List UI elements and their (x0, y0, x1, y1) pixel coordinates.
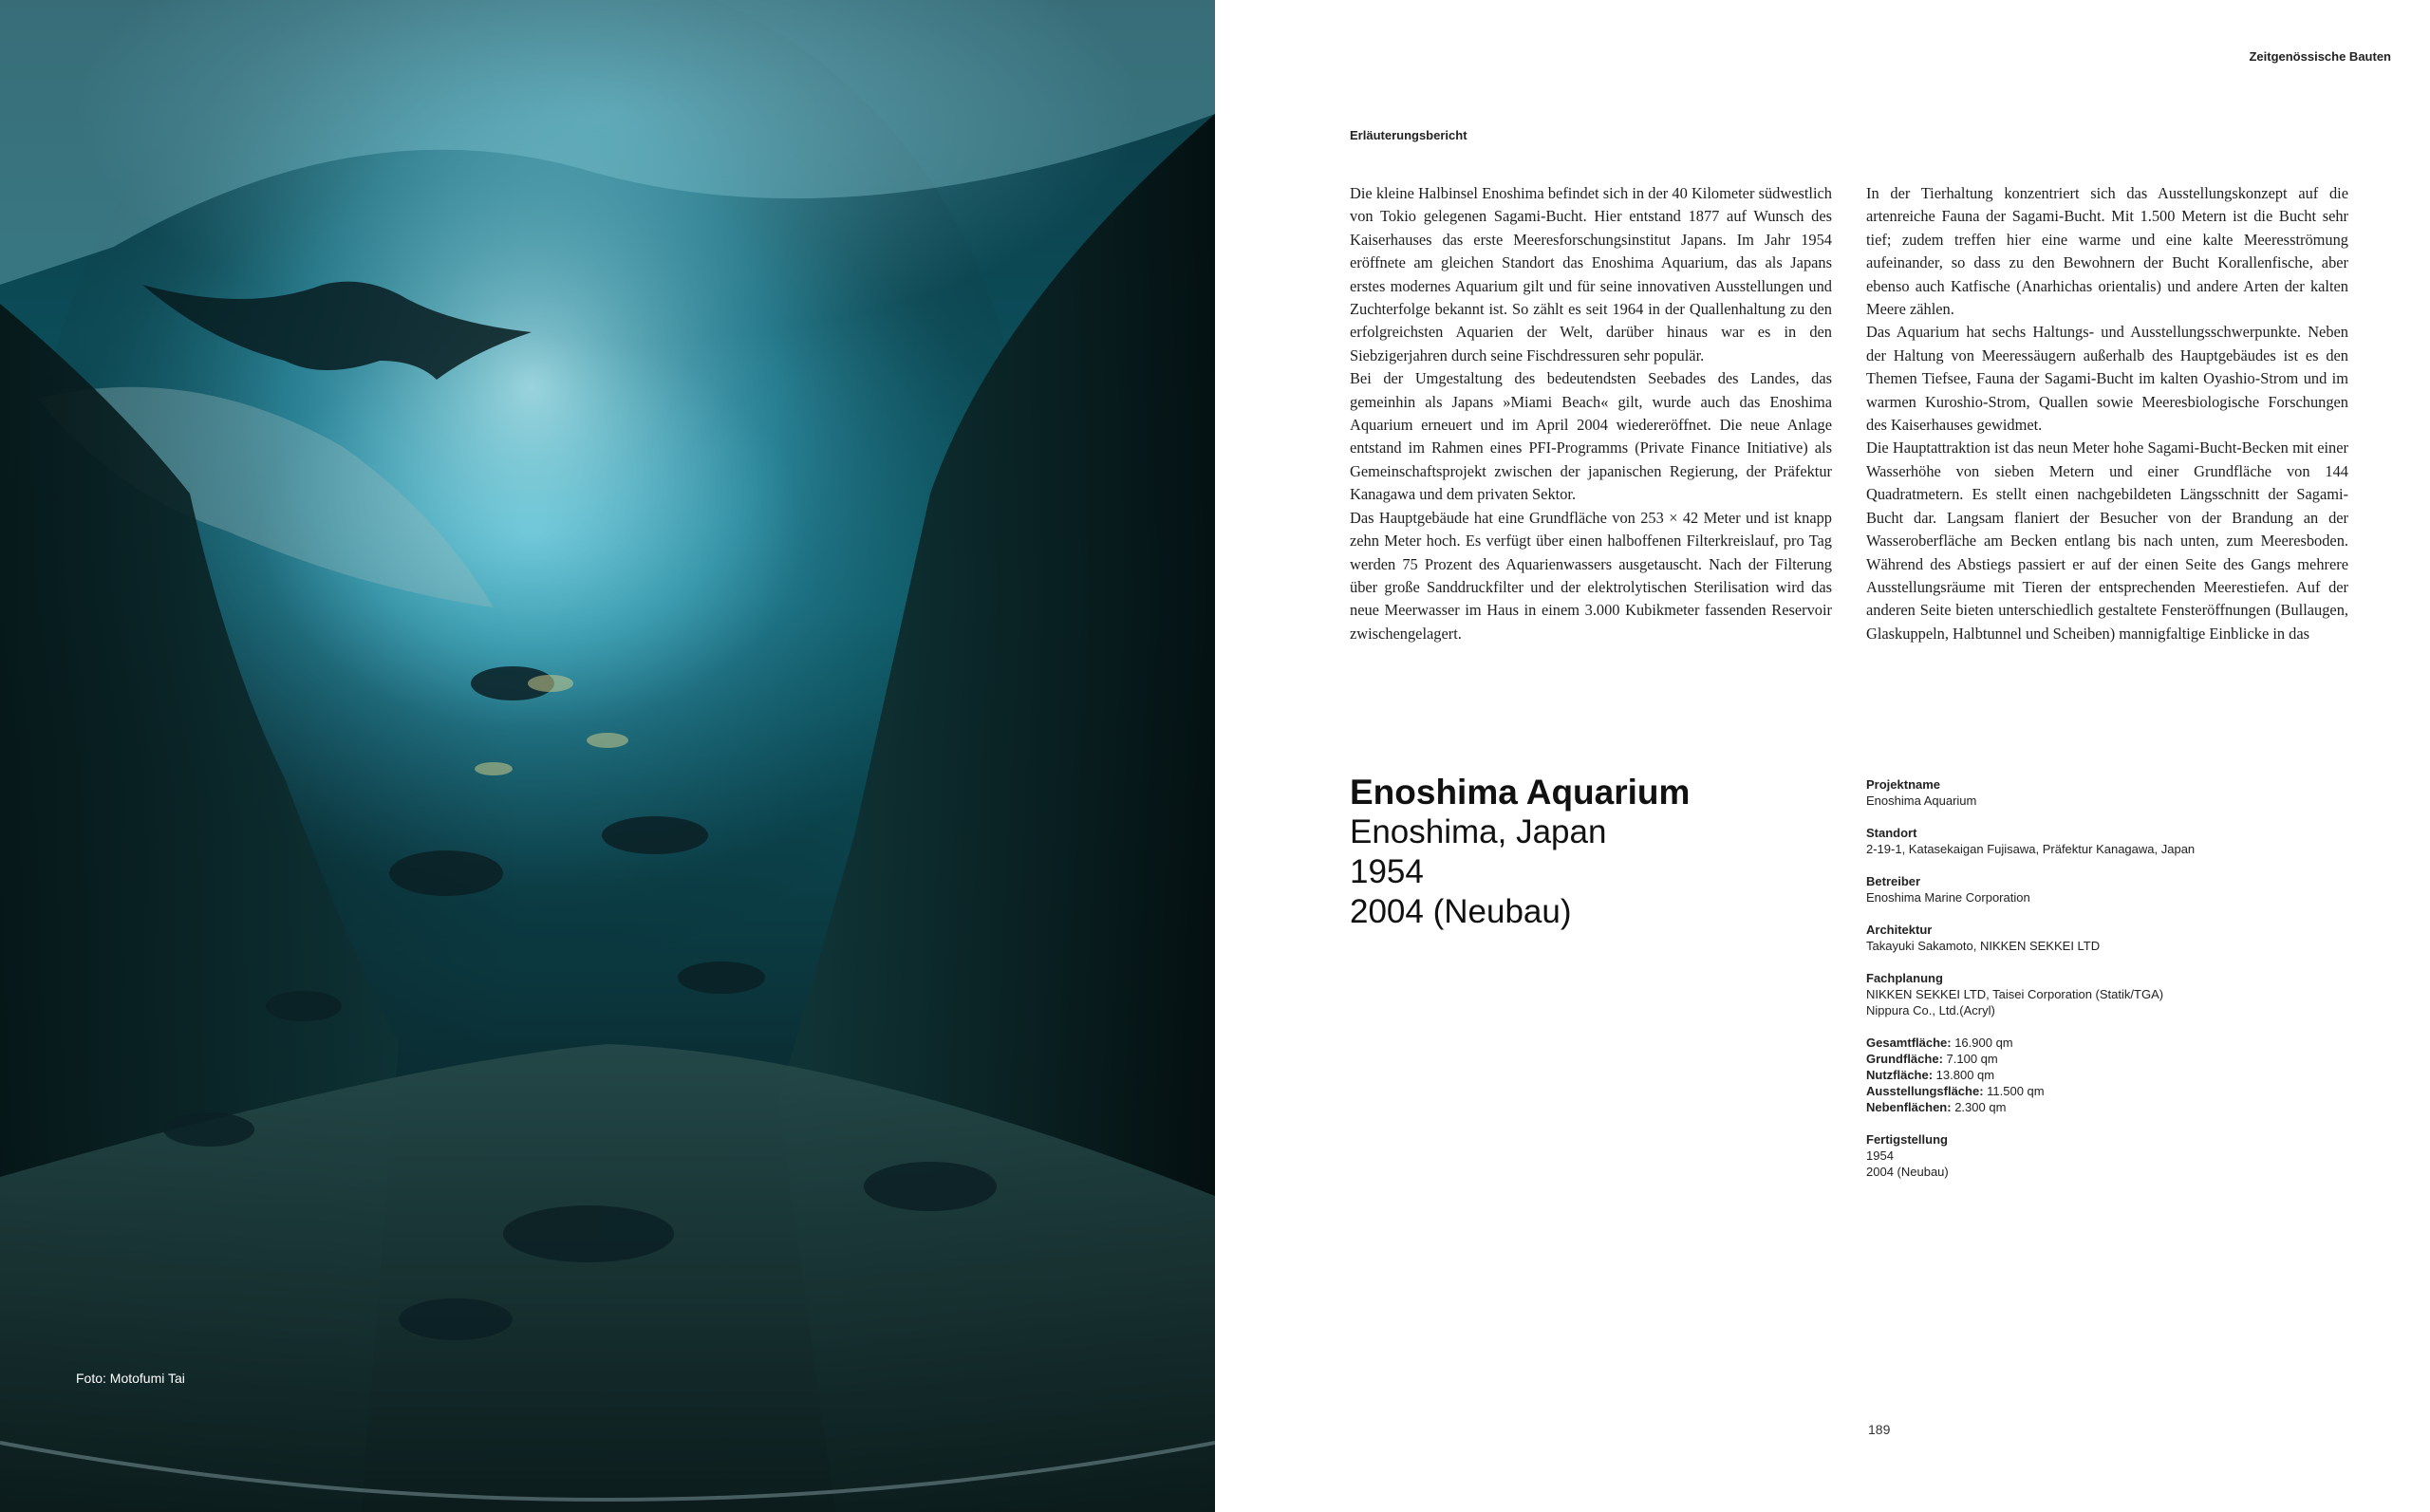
page-number: 189 (1868, 1422, 1891, 1437)
fact-fachplanung (1866, 970, 2195, 1018)
project-year-2: 2004 (Neubau) (1350, 893, 1572, 930)
project-title: Enoshima Aquarium (1350, 773, 1691, 812)
area-value: 13.800 qm (1933, 1068, 1995, 1082)
area-line (1866, 1035, 2195, 1051)
area-label: Gesamtfläche: (1866, 1036, 1952, 1050)
area-value: 2.300 qm (1951, 1100, 2007, 1114)
fact-value: 2004 (Neubau) (1866, 1165, 1949, 1179)
fact-betreiber (1866, 873, 2195, 905)
area-line (1866, 1067, 2195, 1083)
paragraph: Das Aquarium hat sechs Haltungs- und Ausstellungsschwerpunkte. Neben der Haltung von Meeressäugern außerhalb des Hauptgebäudes ist es den Themen Tiefsee, Fauna der Sagami-Bucht im kalten Oyashio-Strom und im warmen Kuroshio-Strom, Quallen sowie Meeresbiologische Forschungen des Kaiserhauses gewidmet. (1866, 323, 2348, 435)
fact-fertigstellung (1866, 1131, 2195, 1180)
area-value: 7.100 qm (1942, 1052, 1998, 1066)
fact-label: Betreiber (1866, 874, 1921, 888)
fact-value: Takayuki Sakamoto, NIKKEN SEKKEI LTD (1866, 939, 2101, 953)
fact-projektname (1866, 776, 2195, 809)
area-value: 16.900 qm (1951, 1036, 2013, 1050)
section-label: Erläuterungsbericht (1350, 128, 1467, 142)
paragraph: In der Tierhaltung konzentriert sich das Ausstellungskonzept auf die artenreiche Fauna der Sagami-Bucht. Mit 1.500 Metern ist die Bucht sehr tief; zudem treffen hier eine warme und eine kalte Meeresströmung aufeinander, so dass zu den Bewohnern der Bucht Korallenfische, aber ebenso auch Katfische (Anarhichas orientalis) und andere Arten der kalten Meere zählen. (1866, 184, 2348, 319)
fact-standort (1866, 825, 2195, 857)
project-year-1: 1954 (1350, 853, 1424, 890)
running-head: Zeitgenössische Bauten (2249, 49, 2391, 64)
project-title-block (1350, 772, 1690, 932)
area-label: Grundfläche: (1866, 1052, 1943, 1066)
body-column-2 (1866, 182, 2348, 645)
project-place: Enoshima, Japan (1350, 813, 1607, 850)
area-value: 11.500 qm (1983, 1084, 2045, 1098)
fact-value: 2-19-1, Katasekaigan Fujisawa, Präfektur Kanagawa, Japan (1866, 842, 2196, 856)
area-line (1866, 1051, 2195, 1067)
area-label: Ausstellungsfläche: (1866, 1084, 1984, 1098)
paragraph: Das Hauptgebäude hat eine Grundfläche von 253 × 42 Meter und ist knapp zehn Meter hoch. Es verfügt über einen halboffenen Filterkreislauf, pro Tag werden 75 Prozent des Aquarienwassers ausgetauscht. Nach der Filterung über große Sanddruckfilter und der elektrolytischen Sterilisation wird das neue Meerwasser im Haus in einem 3.000 Kubikmeter fassenden Reservoir zwischengelagert. (1350, 508, 1832, 643)
fact-architektur (1866, 922, 2195, 954)
fact-label: Architektur (1866, 923, 1933, 937)
fact-value: Nippura Co., Ltd.(Acryl) (1866, 1003, 1995, 1017)
paragraph: Die kleine Halbinsel Enoshima befindet sich in der 40 Kilometer südwestlich von Tokio gelegenen Sagami-Bucht. Hier entstand 1877 auf Wunsch des Kaiserhauses das erste Meeresforschungsinstitut Japans. Im Jahr 1954 eröffnete am gleichen Standort das Enoshima Aquarium, das als Japans erstes modernes Aquarium gilt und für seine innovativen Ausstellungen und Zuchterfolge bekannt ist. So zählt es seit 1964 in der Quallenhaltung zu den erfolgreichsten Aquarien der Welt, darüber hinaus war es in den Siebzigerjahren durch seine Fischdressuren sehr populär. (1350, 184, 1832, 364)
fact-value: NIKKEN SEKKEI LTD, Taisei Corporation (Statik/TGA) (1866, 987, 2164, 1001)
project-facts (1866, 776, 2195, 1196)
paragraph: Die Hauptattraktion ist das neun Meter hohe Sagami-Bucht-Becken mit einer Wasserhöhe von sieben Metern und einer Grundfläche von 144 Quadratmetern. Es stellt einen nachgebildeten Längsschnitt der Sagami-Bucht dar. Langsam flaniert der Besucher von der Brandung an der Wasseroberfläche am Becken entlang bis nach unten, zum Meeresboden. Während des Abstiegs passiert er auf der einen Seite des Gangs mehrere Ausstellungsräume mit Tieren der entsprechenden Meerestiefen. Auf der anderen Seite bieten unterschiedlich gestaltete Fensteröffnungen (Bullaugen, Glaskuppeln, Halbtunnel und Scheiben) mannigfaltige Einblicke in das (1866, 439, 2348, 643)
fact-label: Projektname (1866, 777, 1941, 792)
fact-label: Fertigstellung (1866, 1132, 1948, 1147)
body-column-1 (1350, 182, 1832, 645)
fact-label: Standort (1866, 826, 1917, 840)
fact-value: 1954 (1866, 1148, 1894, 1163)
fact-label: Fachplanung (1866, 971, 1943, 985)
paragraph: Bei der Umgestaltung des bedeutendsten Seebades des Landes, das gemeinhin als Japans »Miami Beach« gilt, wurde auch das Enoshima Aquarium erneuert und im April 2004 wiedereröffnet. Die neue Anlage entstand im Rahmen eines PFI-Programms (Private Finance Initiative) als Gemeinschaftsprojekt zwischen der japanischen Regierung, der Präfektur Kanagawa und dem privaten Sektor. (1350, 369, 1832, 504)
fact-value: Enoshima Aquarium (1866, 793, 1977, 808)
fact-flaechen (1866, 1035, 2195, 1115)
area-line (1866, 1083, 2195, 1099)
fact-value: Enoshima Marine Corporation (1866, 890, 2030, 905)
photo-credit: Foto: Motofumi Tai (76, 1371, 185, 1386)
area-label: Nutzfläche: (1866, 1068, 1934, 1082)
area-line (1866, 1099, 2195, 1115)
area-label: Nebenflächen: (1866, 1100, 1952, 1114)
